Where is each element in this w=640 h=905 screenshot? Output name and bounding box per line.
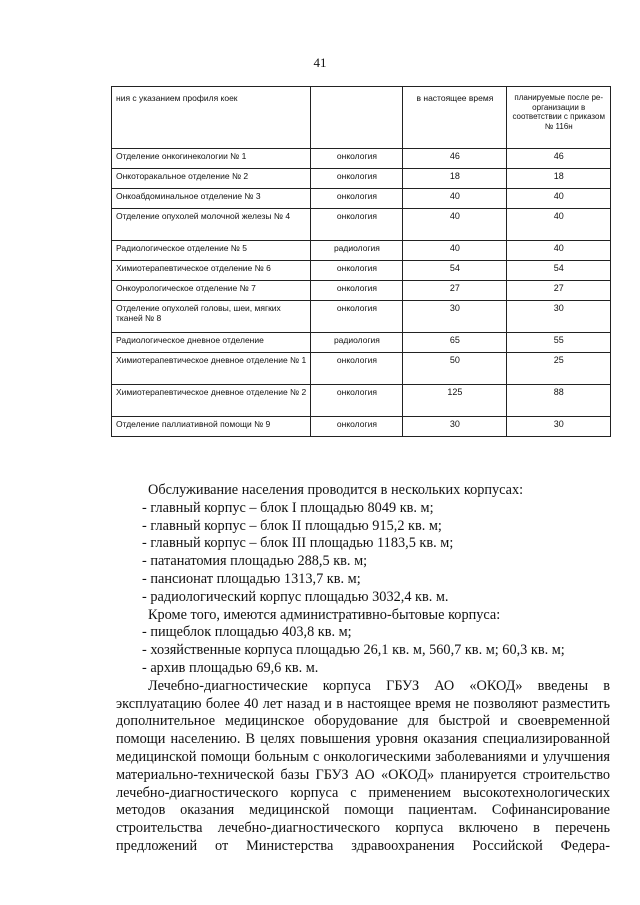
profile-cell: радиология [311,241,403,261]
department-name-cell: Отделение опухолей молочной железы № 4 [112,209,311,241]
planned-beds-cell: 55 [507,333,611,353]
profile-cell: онкология [311,281,403,301]
buildings-intro: Обслуживание населения проводится в нескольких корпусах: [148,482,524,498]
beds-table [111,86,611,437]
list-item: - пищеблок площадью 403,8 кв. м; [142,624,352,641]
profile-cell: радиология [311,333,403,353]
planned-beds-cell: 88 [507,385,611,417]
table-row [112,209,611,241]
department-name-cell: Онкоабдоминальное отделение № 3 [112,189,311,209]
list-item: - радиологический корпус площадью 3032,4 кв. м. [142,588,449,605]
main-paragraph: Лечебно-диагностические корпуса ГБУЗ АО «ОКОД» введены в эксплуатацию более 40 лет назад и в настоящее время не позволяют разместить дополнительное медицинское оборудование для быстрой и своевременной помощи населению. В целях повышения уровня оказания специализированной медицинской помощи больным с онкологическими заболеваниями и улучшения материально-технической базы ГБУЗ АО «ОКОД» планируется строительство лечебно-диагностического корпуса с применением высокотехнологических методов оказания медицинской помощи пациентам. Софинансирование строительства лечебно-диагностического корпуса включено в перечень предложений от Министерства здравоохранения Российской Федера- [116,677,610,854]
table-row [112,281,611,301]
current-beds-cell: 30 [403,417,507,437]
profile-cell: онкология [311,417,403,437]
header-empty-cell [311,87,403,149]
admin-buildings-list [116,624,610,677]
department-name-cell: Радиологическое дневное отделение [112,333,311,353]
header-profile-cell: ния с указанием профиля коек [112,87,311,149]
department-name-cell: Отделение онкогинекологии № 1 [112,149,311,169]
planned-beds-cell: 25 [507,353,611,385]
planned-beds-cell: 40 [507,241,611,261]
table-row [112,417,611,437]
profile-cell: онкология [311,385,403,417]
list-item: - патанатомия площадью 288,5 кв. м; [142,553,368,570]
planned-beds-cell: 30 [507,417,611,437]
department-name-cell: Онкоторакальное отделение № 2 [112,169,311,189]
current-beds-cell: 40 [403,189,507,209]
table-row [112,353,611,385]
planned-beds-cell: 46 [507,149,611,169]
department-name-cell: Отделение опухолей головы, шеи, мягких тканей № 8 [112,301,311,333]
page-number: 41 [313,55,327,70]
planned-beds-cell: 27 [507,281,611,301]
current-beds-cell: 50 [403,353,507,385]
current-beds-cell: 30 [403,301,507,333]
department-name-cell: Химиотерапевтическое дневное отделение № 1 [112,353,311,385]
buildings-list [116,500,610,607]
table-row [112,189,611,209]
current-beds-cell: 65 [403,333,507,353]
department-name-cell: Радиологическое отделение № 5 [112,241,311,261]
current-beds-cell: 46 [403,149,507,169]
department-name-cell: Отделение паллиативной помощи № 9 [112,417,311,437]
list-item: - главный корпус – блок II площадью 915,2 кв. м; [142,517,442,534]
profile-cell: онкология [311,353,403,385]
planned-beds-cell: 18 [507,169,611,189]
table-row [112,333,611,353]
department-name-cell: Химиотерапевтическое дневное отделение № 2 [112,385,311,417]
body-text [116,482,610,856]
department-name-cell: Онкоурологическое отделение № 7 [112,281,311,301]
current-beds-cell: 125 [403,385,507,417]
table-row [112,301,611,333]
table-row [112,149,611,169]
list-item: - архив площадью 69,6 кв. м. [142,659,319,676]
profile-cell: онкология [311,149,403,169]
table-row [112,261,611,281]
profile-cell: онкология [311,169,403,189]
header-planned-cell: планируемые после ре-организации в соответствии с приказом № 116н [507,87,611,149]
table-row [112,241,611,261]
current-beds-cell: 18 [403,169,507,189]
table-header-row [112,87,611,149]
planned-beds-cell: 40 [507,189,611,209]
table-row [112,385,611,417]
planned-beds-cell: 54 [507,261,611,281]
list-item: - главный корпус – блок III площадью 1183,5 кв. м; [142,535,454,552]
list-item: - пансионат площадью 1313,7 кв. м; [142,570,361,587]
current-beds-cell: 40 [403,241,507,261]
profile-cell: онкология [311,261,403,281]
table-row [112,169,611,189]
list-item: - главный корпус – блок I площадью 8049 кв. м; [142,499,434,516]
current-beds-cell: 27 [403,281,507,301]
header-current-cell: в настоящее время [403,87,507,149]
profile-cell: онкология [311,209,403,241]
profile-cell: онкология [311,301,403,333]
current-beds-cell: 54 [403,261,507,281]
planned-beds-cell: 40 [507,209,611,241]
list-item: - хозяйственные корпуса площадью 26,1 кв. м, 560,7 кв. м; 60,3 кв. м; [142,642,565,659]
admin-buildings-intro: Кроме того, имеются административно-бытовые корпуса: [148,606,501,623]
profile-cell: онкология [311,189,403,209]
department-name-cell: Химиотерапевтическое отделение № 6 [112,261,311,281]
current-beds-cell: 40 [403,209,507,241]
planned-beds-cell: 30 [507,301,611,333]
